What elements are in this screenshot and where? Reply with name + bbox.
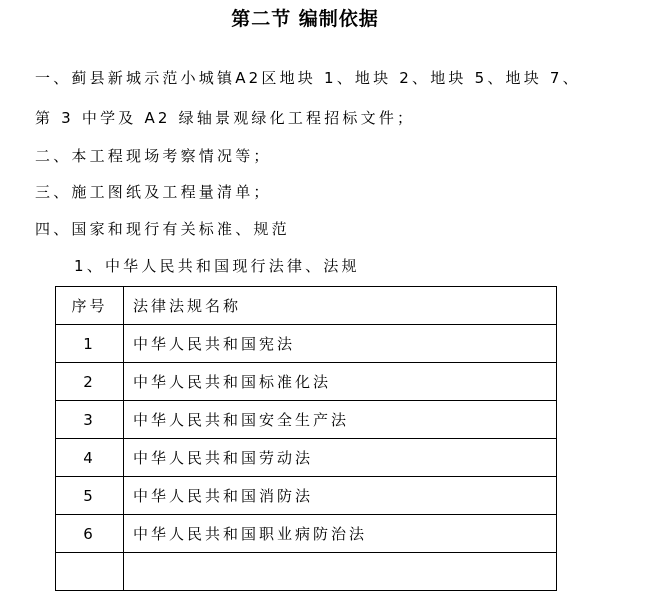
table-row <box>56 325 557 363</box>
paragraph-1: 一、蓟县新城示范小城镇A2区地块 1、地块 2、地块 5、地块 7、 <box>35 69 581 87</box>
row-index: 6 <box>56 515 124 553</box>
subheading-laws: 1、中华人民共和国现行法律、法规 <box>74 257 360 275</box>
row-name: 中华人民共和国宪法 <box>124 325 557 363</box>
empty-cell <box>124 553 557 591</box>
row-index: 5 <box>56 477 124 515</box>
table-row <box>56 401 557 439</box>
empty-cell <box>56 553 124 591</box>
table-header-row <box>56 287 557 325</box>
row-name: 中华人民共和国标准化法 <box>124 363 557 401</box>
row-name: 中华人民共和国安全生产法 <box>124 401 557 439</box>
table-row-partial <box>56 553 557 591</box>
table-row <box>56 515 557 553</box>
section-title: 第二节 编制依据 <box>231 8 379 30</box>
row-name: 中华人民共和国劳动法 <box>124 439 557 477</box>
paragraph-4: 三、施工图纸及工程量清单； <box>35 183 272 201</box>
row-name: 中华人民共和国职业病防治法 <box>124 515 557 553</box>
laws-table <box>55 286 557 591</box>
row-name: 中华人民共和国消防法 <box>124 477 557 515</box>
row-index: 3 <box>56 401 124 439</box>
header-index: 序号 <box>56 287 124 325</box>
paragraph-3: 二、本工程现场考察情况等； <box>35 147 272 165</box>
paragraph-2: 第 3 中学及 A2 绿轴景观绿化工程招标文件； <box>35 109 416 127</box>
row-index: 2 <box>56 363 124 401</box>
table-row <box>56 477 557 515</box>
row-index: 4 <box>56 439 124 477</box>
paragraph-5: 四、国家和现行有关标准、规范 <box>35 220 290 238</box>
table-row <box>56 439 557 477</box>
row-index: 1 <box>56 325 124 363</box>
table-row <box>56 363 557 401</box>
header-name: 法律法规名称 <box>124 287 557 325</box>
